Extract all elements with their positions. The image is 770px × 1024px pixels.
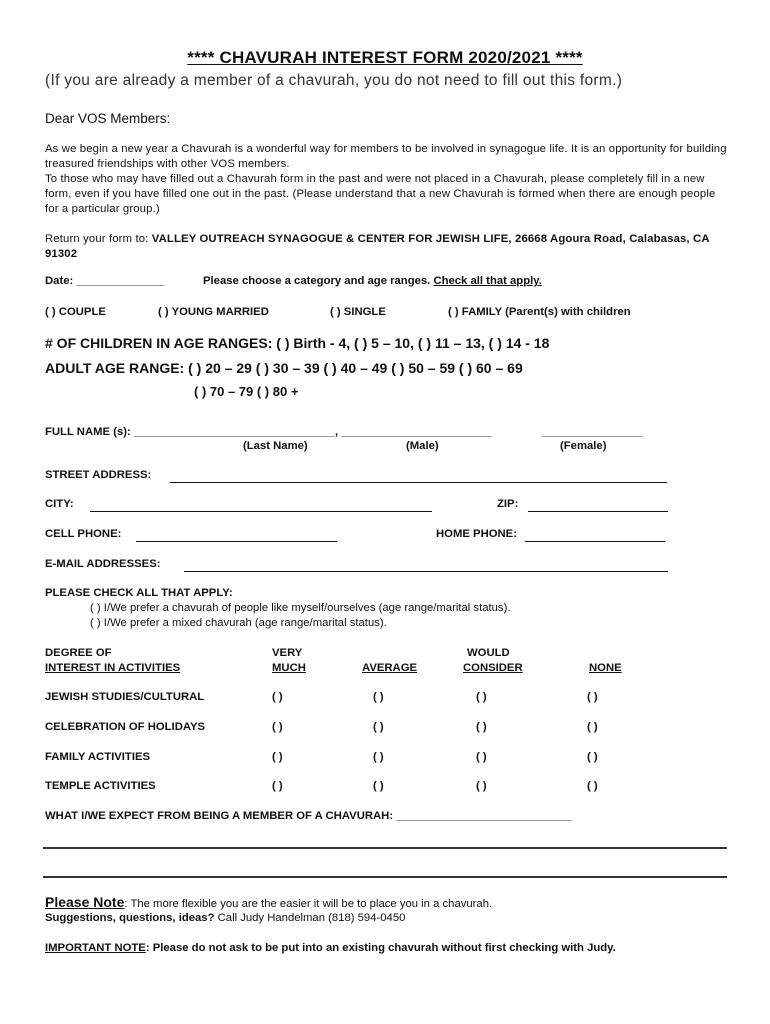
checkbox-average[interactable]: ( ) xyxy=(373,691,384,703)
please-note-text: : The more flexible you are the easier it will be to place you in a chavurah. xyxy=(124,898,493,910)
preference-similar[interactable]: ( ) I/We prefer a chavurah of people like myself/ourselves (age range/marital status). xyxy=(90,602,511,614)
writing-line-1[interactable] xyxy=(43,847,727,849)
street-address-label: STREET ADDRESS: xyxy=(45,469,152,481)
female-caption: (Female) xyxy=(560,440,607,452)
checkbox-would-consider[interactable]: ( ) xyxy=(476,751,487,763)
zip-line[interactable] xyxy=(528,511,668,512)
writing-line-2[interactable] xyxy=(43,876,727,878)
please-note-label: Please Note xyxy=(45,894,125,910)
checkbox-would-consider[interactable]: ( ) xyxy=(476,721,487,733)
category-couple[interactable]: ( ) COUPLE xyxy=(45,306,106,318)
checkbox-none[interactable]: ( ) xyxy=(587,751,598,763)
return-label: Return your form to: xyxy=(45,233,149,245)
last-name-caption: (Last Name) xyxy=(243,440,308,452)
checkbox-average[interactable]: ( ) xyxy=(373,721,384,733)
check-all-heading: PLEASE CHECK ALL THAT APPLY: xyxy=(45,587,233,599)
suggestions-contact: Call Judy Handelman (818) 594-0450 xyxy=(214,912,406,924)
checkbox-average[interactable]: ( ) xyxy=(373,751,384,763)
email-line[interactable] xyxy=(184,571,668,572)
email-label: E-MAIL ADDRESSES: xyxy=(45,558,161,570)
col-average: AVERAGE xyxy=(362,662,418,674)
return-address xyxy=(45,232,727,262)
city-label: CITY: xyxy=(45,498,74,510)
checkbox-very-much[interactable]: ( ) xyxy=(272,721,283,733)
col-very-much: MUCH xyxy=(272,662,306,674)
col-would-consider: CONSIDER xyxy=(463,662,523,674)
return-address-text: VALLEY OUTREACH SYNAGOGUE & CENTER FOR JEWISH LIFE, 26668 Agoura Road, Calabasas, CA 91302 xyxy=(45,233,710,260)
interest-row-label: CELEBRATION OF HOLIDAYS xyxy=(45,721,206,733)
col-none: NONE xyxy=(589,662,622,674)
important-note-text: : Please do not ask to be put into an existing chavurah without first checking with Judy. xyxy=(145,942,616,954)
cell-phone-line[interactable] xyxy=(136,541,337,542)
intro-paragraph-2: To those who may have filled out a Chavurah form in the past and were not placed in a Chavurah, please completely fill in a new form, even if you have filled one out in the past. (Please understand that a new Chavurah is formed when there are enough people for a particular group.) xyxy=(45,173,716,215)
col-very-1: VERY xyxy=(272,647,303,659)
salutation: Dear VOS Members: xyxy=(45,111,171,126)
checkbox-very-much[interactable]: ( ) xyxy=(272,751,283,763)
important-note-label: IMPORTANT NOTE xyxy=(45,942,146,954)
home-phone-line[interactable] xyxy=(525,541,665,542)
checkbox-very-much[interactable]: ( ) xyxy=(272,691,283,703)
checkbox-would-consider[interactable]: ( ) xyxy=(476,780,487,792)
category-single[interactable]: ( ) SINGLE xyxy=(330,306,386,318)
interest-row-label: JEWISH STUDIES/CULTURAL xyxy=(45,691,205,703)
form-title: **** CHAVURAH INTEREST FORM 2020/2021 **** xyxy=(187,48,583,67)
category-instruction-text: Please choose a category and age ranges. xyxy=(203,275,431,287)
adult-age-ranges[interactable]: ADULT AGE RANGE: ( ) 20 – 29 ( ) 30 – 39 ( ) 40 – 49 ( ) 50 – 59 ( ) 60 – 69 xyxy=(45,360,523,376)
zip-label: ZIP: xyxy=(497,498,519,510)
interest-header-line1: DEGREE OF xyxy=(45,647,112,659)
category-family[interactable]: ( ) FAMILY (Parent(s) with children xyxy=(448,306,631,318)
expectations-field[interactable]: WHAT I/WE EXPECT FROM BEING A MEMBER OF A CHAVURAH: ____________________________ xyxy=(45,810,573,822)
suggestions-label: Suggestions, questions, ideas? xyxy=(45,912,215,924)
important-note xyxy=(45,942,616,954)
adult-age-ranges-2[interactable]: ( ) 70 – 79 ( ) 80 + xyxy=(194,384,299,399)
interest-row-label: TEMPLE ACTIVITIES xyxy=(45,780,156,792)
please-note xyxy=(45,894,492,910)
preference-mixed[interactable]: ( ) I/We prefer a mixed chavurah (age range/marital status). xyxy=(90,617,387,629)
cell-phone-label: CELL PHONE: xyxy=(45,528,122,540)
street-address-line[interactable] xyxy=(170,482,667,483)
interest-header-line2: INTEREST IN ACTIVITIES xyxy=(45,662,181,674)
category-instruction xyxy=(203,275,542,287)
category-young-married[interactable]: ( ) YOUNG MARRIED xyxy=(158,306,269,318)
checkbox-none[interactable]: ( ) xyxy=(587,721,598,733)
city-line[interactable] xyxy=(90,511,432,512)
checkbox-average[interactable]: ( ) xyxy=(373,780,384,792)
interest-row-label: FAMILY ACTIVITIES xyxy=(45,751,151,763)
check-all-instruction: Check all that apply. xyxy=(433,275,542,287)
checkbox-would-consider[interactable]: ( ) xyxy=(476,691,487,703)
suggestions-line xyxy=(45,912,405,924)
col-would-1: WOULD xyxy=(467,647,510,659)
male-caption: (Male) xyxy=(406,440,439,452)
checkbox-very-much[interactable]: ( ) xyxy=(272,780,283,792)
intro-paragraph-1: As we begin a new year a Chavurah is a wonderful way for members to be involved in synagogue life. It is an opportunity for building treasured friendships with other VOS members. xyxy=(45,143,727,170)
date-field[interactable]: Date: ______________ xyxy=(45,275,165,287)
checkbox-none[interactable]: ( ) xyxy=(587,691,598,703)
checkbox-none[interactable]: ( ) xyxy=(587,780,598,792)
home-phone-label: HOME PHONE: xyxy=(436,528,517,540)
female-name-field[interactable]: ________________ xyxy=(542,426,643,438)
form-subtitle: (If you are already a member of a chavurah, you do not need to fill out this form.) xyxy=(45,72,623,89)
full-name-field[interactable]: FULL NAME (s): ________________________________, ________________________ xyxy=(45,426,493,438)
children-age-ranges[interactable]: # OF CHILDREN IN AGE RANGES: ( ) Birth - 4, ( ) 5 – 10, ( ) 11 – 13, ( ) 14 - 18 xyxy=(45,335,550,351)
